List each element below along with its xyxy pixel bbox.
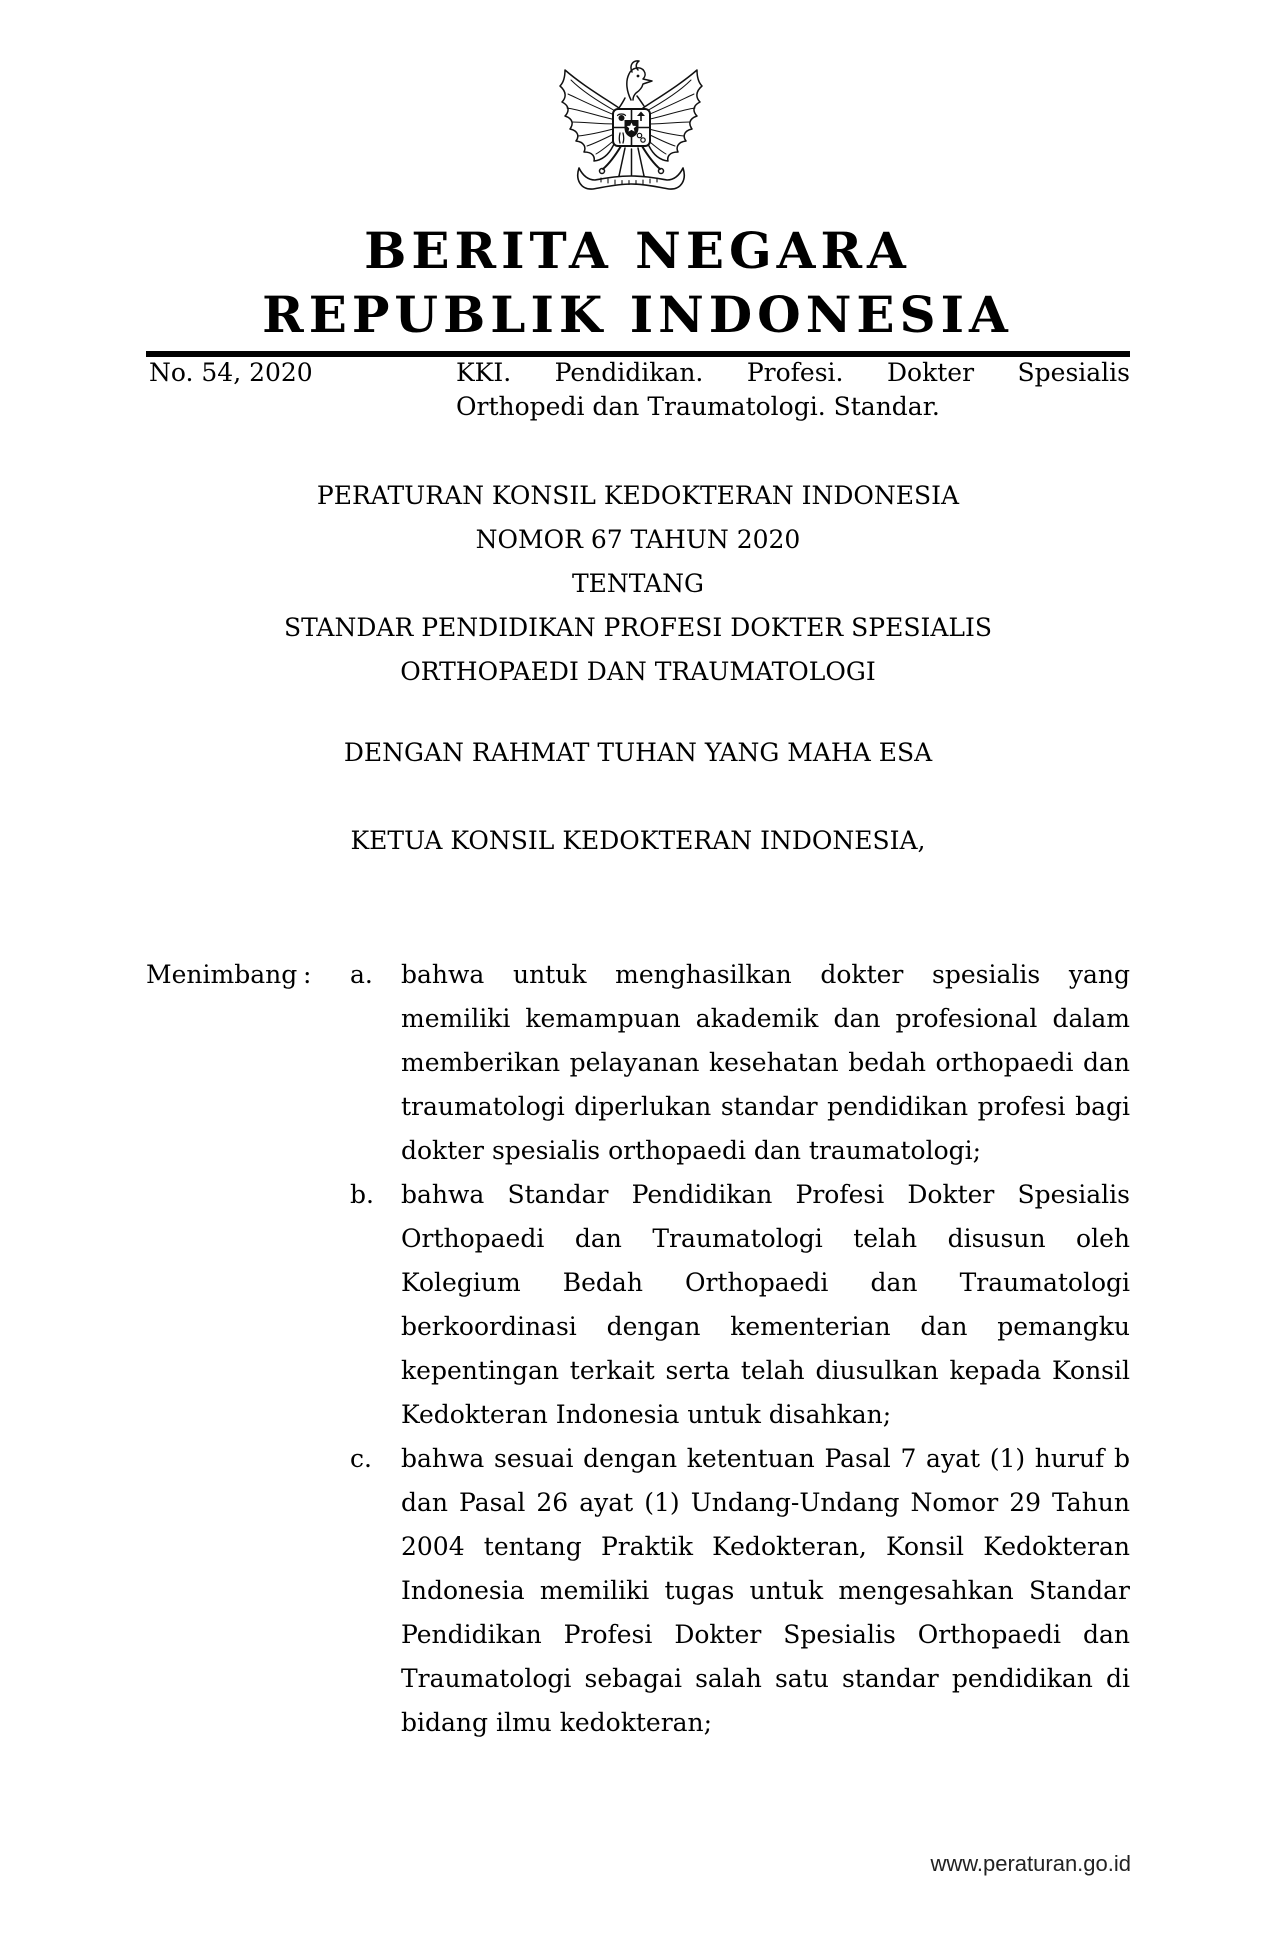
consideration-line: memiliki kemampuan akademik dan profesional dalam [401,1004,1130,1033]
authority-line: KETUA KONSIL KEDOKTERAN INDONESIA, [350,826,926,855]
consideration-line: Pendidikan Profesi Dokter Spesialis Orthopaedi dan [401,1620,1130,1649]
consideration-line: bahwa untuk menghasilkan dokter spesialis yang [401,960,1130,989]
garuda-pancasila-emblem [557,52,705,207]
regulation-number: NOMOR 67 TAHUN 2020 [475,525,801,554]
regulation-subject-line1: STANDAR PENDIDIKAN PROFESI DOKTER SPESIALIS [283,613,992,642]
masthead-title-line2: REPUBLIK INDONESIA [262,285,1013,344]
subject-note-line: Orthopedi dan Traumatologi. Standar. [456,392,940,421]
pancasila-shield [613,109,650,146]
regulation-issuer: PERATURAN KONSIL KEDOKTERAN INDONESIA [316,481,960,510]
item-text [401,1173,1130,1437]
consideration-line: berkoordinasi dengan kementerian dan pemangku [401,1312,1130,1341]
left-wing [560,70,620,161]
consideration-line: traumatologi diperlukan standar pendidikan profesi bagi [401,1092,1130,1121]
consideration-line: 2004 tentang Praktik Kedokteran, Konsil Kedokteran [401,1532,1130,1561]
consideration-line: bahwa Standar Pendidikan Profesi Dokter Spesialis [401,1180,1130,1209]
regulation-subject-line2: ORTHOPAEDI DAN TRAUMATOLOGI [400,657,876,686]
consideration-line: dokter spesialis orthopaedi dan traumatologi; [401,1136,982,1165]
considerations-section [146,953,1130,1745]
issue-number: No. 54, 2020 [149,358,313,387]
masthead-title-line1: BERITA NEGARA [364,221,911,280]
item-marker: c. [350,1444,372,1473]
consideration-line: bahwa sesuai dengan ketentuan Pasal 7 ayat (1) huruf b [401,1444,1130,1473]
footer-url: www.peraturan.go.id [930,1851,1131,1876]
consideration-item-b [146,1173,1130,1437]
invocation-line: DENGAN RAHMAT TUHAN YANG MAHA ESA [343,738,933,767]
regulation-heading [146,474,1130,694]
item-marker: b. [350,1180,374,1209]
subject-note [456,356,1130,424]
consideration-line: Kedokteran Indonesia untuk disahkan; [401,1400,892,1429]
item-marker: a. [350,960,373,989]
consideration-line: kepentingan terkait serta telah diusulkan kepada Konsil [401,1356,1130,1385]
consideration-line: Orthopaedi dan Traumatologi telah disusun oleh [401,1224,1130,1253]
consideration-line: Traumatologi sebagai salah satu standar pendidikan di [401,1664,1130,1693]
consideration-line: memberikan pelayanan kesehatan bedah orthopaedi dan [401,1048,1130,1077]
consideration-line: Kolegium Bedah Orthopaedi dan Traumatologi [401,1268,1130,1297]
item-text [401,1437,1130,1745]
consideration-line: dan Pasal 26 ayat (1) Undang-Undang Nomor 29 Tahun [401,1488,1130,1517]
consideration-item-a [146,953,1130,1173]
considerations-label: Menimbang [146,960,298,989]
eagle-head [619,61,652,108]
item-text [401,953,1130,1173]
subject-note-line: KKI. Pendidikan. Profesi. Dokter Spesialis [456,358,1130,387]
consideration-line: Indonesia memiliki tugas untuk mengesahkan Standar [401,1576,1130,1605]
tentang-label: TENTANG [571,569,704,598]
consideration-item-c [146,1437,1130,1745]
considerations-colon: : [303,960,312,989]
consideration-line: bidang ilmu kedokteran; [401,1708,713,1737]
masthead-title [0,219,1275,347]
